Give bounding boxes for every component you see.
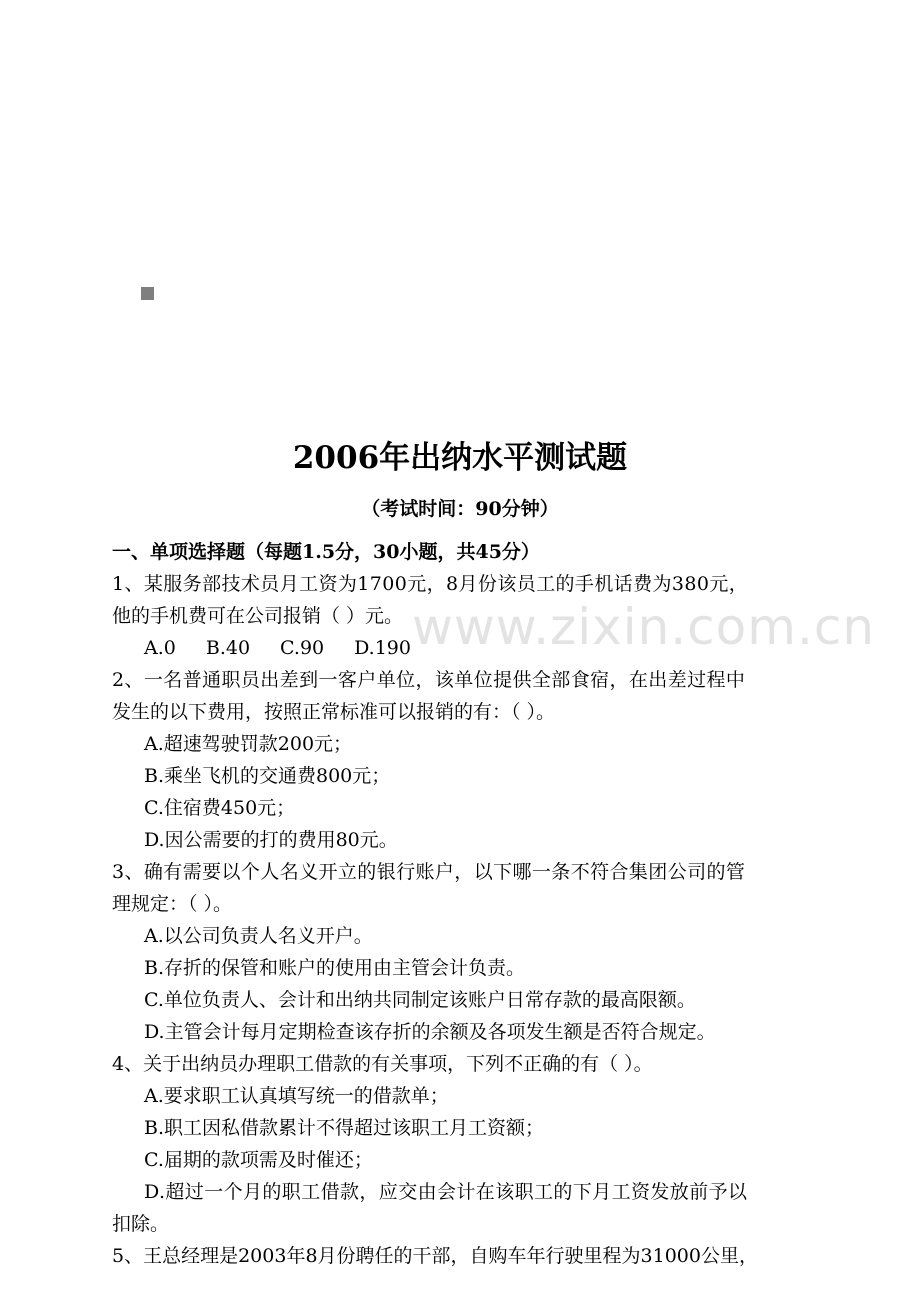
question-3-option-c: C.单位负责人、会计和出纳共同制定该账户日常存款的最高限额。 xyxy=(144,989,696,1011)
question-4-option-c: C.届期的款项需及时催还； xyxy=(144,1149,373,1171)
question-1-options xyxy=(112,632,824,664)
question-2-line-1: 2、一名普通职员出差到一客户单位，该单位提供全部食宿，在出差过程中 xyxy=(112,669,746,691)
question-2-line-2: 发生的以下费用，按照正常标准可以报销的有：（ ）。 xyxy=(112,701,556,723)
question-1-line-2: 他的手机费可在公司报销（ ）元。 xyxy=(112,605,404,627)
question-1-line-1: 1、某服务部技术员月工资为1700元，8月份该员工的手机话费为380元， xyxy=(112,573,749,595)
question-3-line-2: 理规定：（ ）。 xyxy=(112,893,233,915)
question-3-option-d: D.主管会计每月定期检查该存折的余额及各项发生额是否符合规定。 xyxy=(144,1021,716,1043)
question-4-option-d-line-2: 扣除。 xyxy=(112,1213,170,1235)
exam-content xyxy=(112,536,824,1272)
watermark: www.zixin.com.cn xyxy=(412,598,876,656)
question-2-option-c: C.住宿费450元； xyxy=(144,797,296,819)
question-4-option-a: A.要求职工认真填写统一的借款单； xyxy=(144,1085,449,1107)
bullet-square-mark xyxy=(141,287,154,300)
option-c: C.90 xyxy=(280,637,325,659)
question-4-option-b: B.职工因私借款累计不得超过该职工月工资额； xyxy=(144,1117,545,1139)
question-3-option-a: A.以公司负责人名义开户。 xyxy=(144,925,373,947)
option-a: A.0 xyxy=(144,637,176,659)
option-b: B.40 xyxy=(205,637,251,659)
question-2-option-b: B.乘坐飞机的交通费800元； xyxy=(144,765,391,787)
question-3-line-1: 3、确有需要以个人名义开立的银行账户，以下哪一条不符合集团公司的管 xyxy=(112,861,746,883)
question-5-line-1: 5、王总经理是2003年8月份聘任的干部，自购车年行驶里程为31000公里， xyxy=(112,1245,758,1267)
option-d: D.190 xyxy=(354,637,411,659)
section-heading: 一、单项选择题（每题1.5分，30小题，共45分） xyxy=(112,541,540,563)
question-2-option-d: D.因公需要的打的费用80元。 xyxy=(144,829,398,851)
question-2-option-a: A.超速驾驶罚款200元； xyxy=(144,733,353,755)
exam-duration: （考试时间：90分钟） xyxy=(361,498,559,520)
question-3-option-b: B.存折的保管和账户的使用由主管会计负责。 xyxy=(144,957,526,979)
page-title: 2006年出纳水平测试题 xyxy=(292,440,628,476)
question-4-line-1: 4、关于出纳员办理职工借款的有关事项，下列不正确的有（ ）。 xyxy=(112,1053,653,1075)
question-4-option-d-line-1: D.超过一个月的职工借款，应交由会计在该职工的下月工资发放前予以 xyxy=(144,1181,748,1203)
